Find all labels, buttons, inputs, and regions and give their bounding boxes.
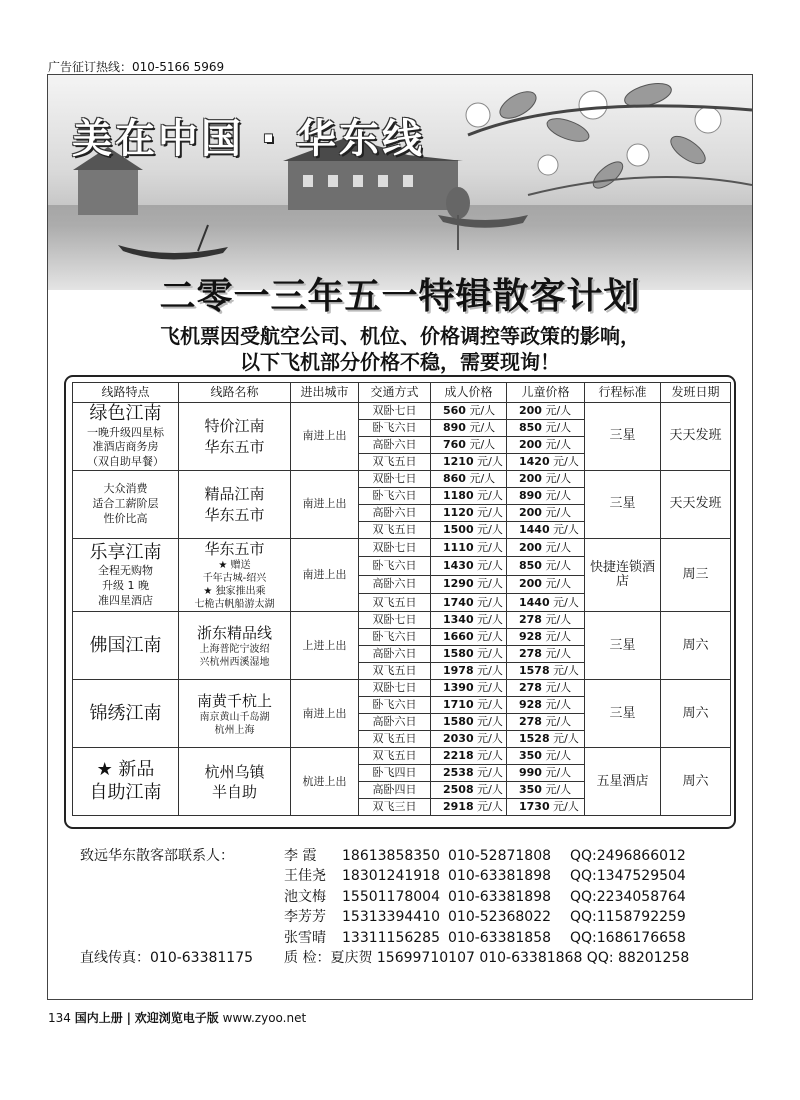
transport-cell: 高卧六日 [359,437,431,454]
page-footer [48,1009,306,1026]
feature-title: 锦绣江南 [89,702,162,724]
contact-name: 李芳芳 [284,909,326,926]
route-name-cell [179,748,291,816]
child-price: 200 [519,403,542,417]
feature-line: 一晚升级四星标 [87,425,164,439]
price-unit: 元/人 [477,647,503,661]
price-unit: 元/人 [545,420,572,434]
transport-cell: 卧飞六日 [359,488,431,505]
price-unit: 元/人 [477,800,503,814]
feature-title: 自助江南 [89,781,162,803]
feature-title: ★ 新品 [96,759,155,781]
child-price: 1440 [519,522,550,536]
feature-line: 适合工薪阶层 [92,497,159,511]
route-name-cell [179,680,291,748]
price-unit: 元/人 [545,783,572,797]
price-unit: 元/人 [545,698,572,712]
standard-cell: 三星 [585,612,661,680]
price-unit: 元/人 [477,630,503,644]
feature-line: 升级 1 晚 [102,578,149,592]
transport-cell: 高卧六日 [359,505,431,522]
table-row [73,471,731,488]
price-unit: 元/人 [469,420,496,434]
route-name-line: 精品江南 [204,485,265,504]
contact-qq: QQ:1158792259 [570,909,686,926]
departure-cell: 周三 [661,539,731,612]
price-unit: 元/人 [553,454,579,468]
page-number: 134 [48,1011,71,1025]
route-name-cell [179,471,291,539]
price-unit: 元/人 [477,505,503,519]
adult-price-cell [431,454,507,471]
child-price: 1420 [519,454,550,468]
price-unit: 元/人 [477,766,503,780]
child-price-cell [507,799,585,816]
city-cell: 上进上出 [291,612,359,680]
price-unit: 元/人 [545,715,572,729]
contact-mobile: 18613858350 [342,848,440,864]
city-cell: 南进上出 [291,471,359,539]
contact-qq: QQ:2496866012 [570,848,686,864]
price-unit: 元/人 [477,488,503,502]
notice-line-1: 飞机票因受航空公司、机位、价格调控等政策的影响， [160,324,640,348]
child-price-cell [507,454,585,471]
child-price-cell [507,731,585,748]
feature-line: 全程无购物 [98,564,153,578]
child-price-cell [507,697,585,714]
transport-cell: 双飞五日 [359,454,431,471]
child-price-cell [507,782,585,799]
transport-cell: 卧飞六日 [359,420,431,437]
adult-price: 1740 [443,595,474,609]
adult-price: 1290 [443,577,474,591]
hotline: 广告征订热线：010-5166 5969 [48,60,225,74]
footer-separator: | [126,1011,131,1025]
price-unit: 元/人 [469,437,496,451]
adult-price-cell [431,437,507,454]
price-unit: 元/人 [477,664,503,678]
price-table-box [64,375,736,829]
feature-title: 佛国江南 [89,634,162,656]
route-feature-cell [73,403,179,471]
banner-image [48,75,752,290]
adult-price: 1180 [443,488,474,502]
child-price-cell [507,539,585,557]
child-price-cell [507,612,585,629]
child-price: 1528 [519,732,550,746]
transport-cell: 卧飞六日 [359,557,431,575]
feature-line: 准四星酒店 [98,593,153,607]
child-price: 200 [519,577,542,591]
child-price: 990 [519,766,542,780]
adult-price: 1120 [443,505,474,519]
price-unit: 元/人 [477,613,503,627]
price-unit: 元/人 [545,488,572,502]
adult-price: 2030 [443,732,474,746]
table-row [73,403,731,420]
adult-price-cell [431,782,507,799]
adult-price-cell [431,522,507,539]
child-price: 928 [519,630,542,644]
section-name: 国内上册 [74,1011,123,1025]
contact-phone: 010-63381898 [448,888,552,905]
contact-name: 李 霞 [284,848,317,864]
price-unit: 元/人 [477,698,503,712]
price-unit: 元/人 [477,732,503,746]
child-price: 850 [519,420,542,434]
child-price: 350 [519,783,542,797]
adult-price-cell [431,420,507,437]
table-row [73,748,731,765]
child-price-cell [507,714,585,731]
price-unit: 元/人 [553,522,579,536]
child-price-cell [507,680,585,697]
price-unit: 元/人 [477,681,503,695]
adult-price-cell [431,557,507,575]
child-price: 350 [519,749,542,763]
price-unit: 元/人 [477,577,503,591]
adult-price-cell [431,697,507,714]
table-header-row [73,383,731,403]
adult-price-cell [431,629,507,646]
route-feature-cell [73,612,179,680]
adult-price: 1978 [443,664,474,678]
brand-title: 美在中国 · 华东线 [72,116,426,162]
child-price: 928 [519,698,542,712]
child-price: 890 [519,488,542,502]
transport-cell: 双卧七日 [359,471,431,488]
price-unit: 元/人 [545,403,572,417]
adult-price-cell [431,663,507,680]
adult-price-cell [431,731,507,748]
child-price-cell [507,505,585,522]
price-unit: 元/人 [545,558,572,572]
footer-slogan: 欢迎浏览电子版 [134,1011,219,1025]
contact-name: 王佳尧 [284,868,326,885]
route-feature-cell [73,680,179,748]
price-unit: 元/人 [545,749,572,763]
child-price-cell [507,471,585,488]
price-unit: 元/人 [545,437,572,451]
child-price: 278 [519,681,542,695]
adult-price: 890 [443,420,466,434]
feature-title: 绿色江南 [89,403,162,424]
adult-price: 1660 [443,630,474,644]
adult-price: 1710 [443,698,474,712]
adult-price: 560 [443,403,466,417]
price-unit: 元/人 [545,613,572,627]
adult-price: 1430 [443,558,474,572]
departure-cell: 周六 [661,612,731,680]
price-unit: 元/人 [477,454,503,468]
contact-phone: 010-63381898 [448,868,552,885]
price-unit: 元/人 [477,749,503,763]
price-unit: 元/人 [553,800,579,814]
adult-price-cell [431,575,507,593]
feature-line: 大众消费 [103,482,148,496]
route-feature-cell [73,471,179,539]
child-price: 1440 [519,595,550,609]
col-header: 儿童价格 [507,383,585,403]
quality-check-line: 质 检：夏庆贺 15699710107 010-63381868 QQ: 88201258 [284,949,690,966]
route-feature-cell [73,539,179,612]
route-note: 七桅古帆船游太湖 [194,599,275,611]
child-price: 1578 [519,664,550,678]
table-row [73,612,731,629]
route-note: ★ 赠送 [218,560,251,572]
col-header: 行程标准 [585,383,661,403]
fax-line: 直线传真：010-63381175 [80,949,254,966]
price-unit: 元/人 [545,471,572,485]
transport-cell: 双飞五日 [359,522,431,539]
price-table [72,382,731,816]
contact-mobile: 13311156285 [342,929,440,946]
child-price-cell [507,646,585,663]
transport-cell: 卧飞六日 [359,629,431,646]
col-header: 发班日期 [661,383,731,403]
adult-price: 1580 [443,715,474,729]
price-unit: 元/人 [545,540,572,554]
adult-price-cell [431,505,507,522]
route-name-cell [179,403,291,471]
child-price-cell [507,557,585,575]
route-name-line: 华东五市 [204,437,265,456]
city-cell: 南进上出 [291,680,359,748]
price-unit: 元/人 [477,783,503,797]
contact-phone: 010-52871808 [448,848,552,864]
child-price-cell [507,765,585,782]
transport-cell: 双飞五日 [359,748,431,765]
contact-name: 张雪晴 [284,929,326,946]
transport-cell: 双卧七日 [359,403,431,420]
child-price-cell [507,403,585,420]
contact-mobile: 15313394410 [342,909,440,926]
transport-cell: 双飞五日 [359,731,431,748]
child-price-cell [507,522,585,539]
route-feature-cell [73,748,179,816]
price-unit: 元/人 [545,505,572,519]
adult-price: 760 [443,437,466,451]
adult-price-cell [431,799,507,816]
adult-price-cell [431,646,507,663]
adult-price: 1580 [443,647,474,661]
route-name-line: 南黄千杭上 [196,691,272,710]
adult-price-cell [431,403,507,420]
adult-price-cell [431,539,507,557]
price-unit: 元/人 [545,647,572,661]
col-header: 交通方式 [359,383,431,403]
col-header: 线路特点 [73,383,179,403]
adult-price: 1340 [443,613,474,627]
child-price-cell [507,748,585,765]
route-name-cell [179,612,291,680]
adult-price: 1390 [443,681,474,695]
city-cell: 南进上出 [291,539,359,612]
transport-cell: 高卧六日 [359,575,431,593]
adult-price-cell [431,488,507,505]
adult-price-cell [431,612,507,629]
route-name-line: 华东五市 [204,505,265,524]
adult-price-cell [431,714,507,731]
departure-cell: 周六 [661,748,731,816]
contact-qq: QQ:1347529504 [570,868,686,885]
price-unit: 元/人 [477,715,503,729]
child-price: 278 [519,715,542,729]
route-name-line: 杭州乌镇 [204,762,265,781]
notice-line-2: 以下飞机部分价格不稳，需要现询！ [240,350,560,374]
transport-cell: 卧飞六日 [359,697,431,714]
child-price-cell [507,488,585,505]
transport-cell: 双卧七日 [359,612,431,629]
standard-cell: 快捷连锁酒店 [585,539,661,612]
price-unit: 元/人 [477,522,503,536]
adult-price: 2918 [443,800,474,814]
price-unit: 元/人 [545,766,572,780]
child-price-cell [507,437,585,454]
feature-title: 乐享江南 [89,541,162,563]
child-price-cell [507,663,585,680]
standard-cell: 三星 [585,680,661,748]
col-header: 进出城市 [291,383,359,403]
table-row [73,680,731,697]
price-unit: 元/人 [545,630,572,644]
contact-qq: QQ:1686176658 [570,929,686,946]
departure-cell: 周六 [661,680,731,748]
contact-mobile: 15501178004 [342,888,440,905]
route-name-line: 特价江南 [204,417,265,436]
child-price: 278 [519,647,542,661]
price-unit: 元/人 [553,732,579,746]
route-note: ★ 独家推出乘 [203,586,266,598]
route-note: 上海普陀宁波绍 [199,643,270,655]
child-price: 278 [519,613,542,627]
adult-price-cell [431,765,507,782]
transport-cell: 高卧四日 [359,782,431,799]
price-unit: 元/人 [469,471,496,485]
col-header: 成人价格 [431,383,507,403]
adult-price-cell [431,593,507,611]
route-name-cell [179,539,291,612]
child-price: 850 [519,558,542,572]
standard-cell: 三星 [585,471,661,539]
table-row [73,539,731,557]
feature-line: 准酒店商务房 [92,440,159,454]
transport-cell: 卧飞四日 [359,765,431,782]
child-price: 200 [519,505,542,519]
city-cell: 杭进上出 [291,748,359,816]
child-price-cell [507,575,585,593]
route-name-line: 华东五市 [204,540,265,559]
transport-cell: 双卧七日 [359,680,431,697]
price-unit: 元/人 [545,577,572,591]
route-note: 兴杭州西溪湿地 [199,656,270,668]
feature-line: （双自助早餐） [87,455,164,469]
adult-price: 2508 [443,783,474,797]
price-unit: 元/人 [553,595,579,609]
departure-cell: 天天发班 [661,403,731,471]
child-price-cell [507,593,585,611]
standard-cell: 三星 [585,403,661,471]
contact-qq: QQ:2234058764 [570,888,686,905]
price-unit: 元/人 [553,664,579,678]
adult-price: 1110 [443,540,474,554]
contact-name: 池文梅 [284,888,326,905]
route-name-line: 半自助 [211,782,257,801]
adult-price: 860 [443,471,466,485]
page-heading: 二零一三年五一特辑散客计划 [159,276,641,317]
transport-cell: 双卧七日 [359,539,431,557]
price-unit: 元/人 [477,558,503,572]
child-price: 200 [519,437,542,451]
child-price-cell [507,420,585,437]
adult-price: 1500 [443,522,474,536]
route-note: 南京黄山千岛湖 [199,711,270,723]
city-cell: 南进上出 [291,403,359,471]
price-unit: 元/人 [545,681,572,695]
footer-url: www.zyoo.net [222,1011,307,1025]
transport-cell: 双飞五日 [359,663,431,680]
contact-phone: 010-52368022 [448,909,552,926]
adult-price-cell [431,471,507,488]
transport-cell: 双飞三日 [359,799,431,816]
feature-line: 性价比高 [103,511,148,525]
transport-cell: 高卧六日 [359,714,431,731]
adult-price: 1210 [443,454,474,468]
col-header: 线路名称 [179,383,291,403]
contact-mobile: 18301241918 [342,868,440,885]
route-note: 千年古城-绍兴 [202,573,267,585]
adult-price-cell [431,748,507,765]
child-price-cell [507,629,585,646]
contact-phone: 010-63381858 [448,929,552,946]
transport-cell: 双飞五日 [359,593,431,611]
adult-price: 2218 [443,749,474,763]
transport-cell: 高卧六日 [359,646,431,663]
child-price: 200 [519,540,542,554]
price-unit: 元/人 [477,595,503,609]
standard-cell: 五星酒店 [585,748,661,816]
adult-price-cell [431,680,507,697]
route-note: 杭州上海 [214,724,255,736]
departure-cell: 天天发班 [661,471,731,539]
price-unit: 元/人 [469,403,496,417]
child-price: 200 [519,471,542,485]
price-unit: 元/人 [477,540,503,554]
adult-price: 2538 [443,766,474,780]
child-price: 1730 [519,800,550,814]
route-name-line: 浙东精品线 [196,623,272,642]
contacts-label: 致远华东散客部联系人： [80,848,234,864]
